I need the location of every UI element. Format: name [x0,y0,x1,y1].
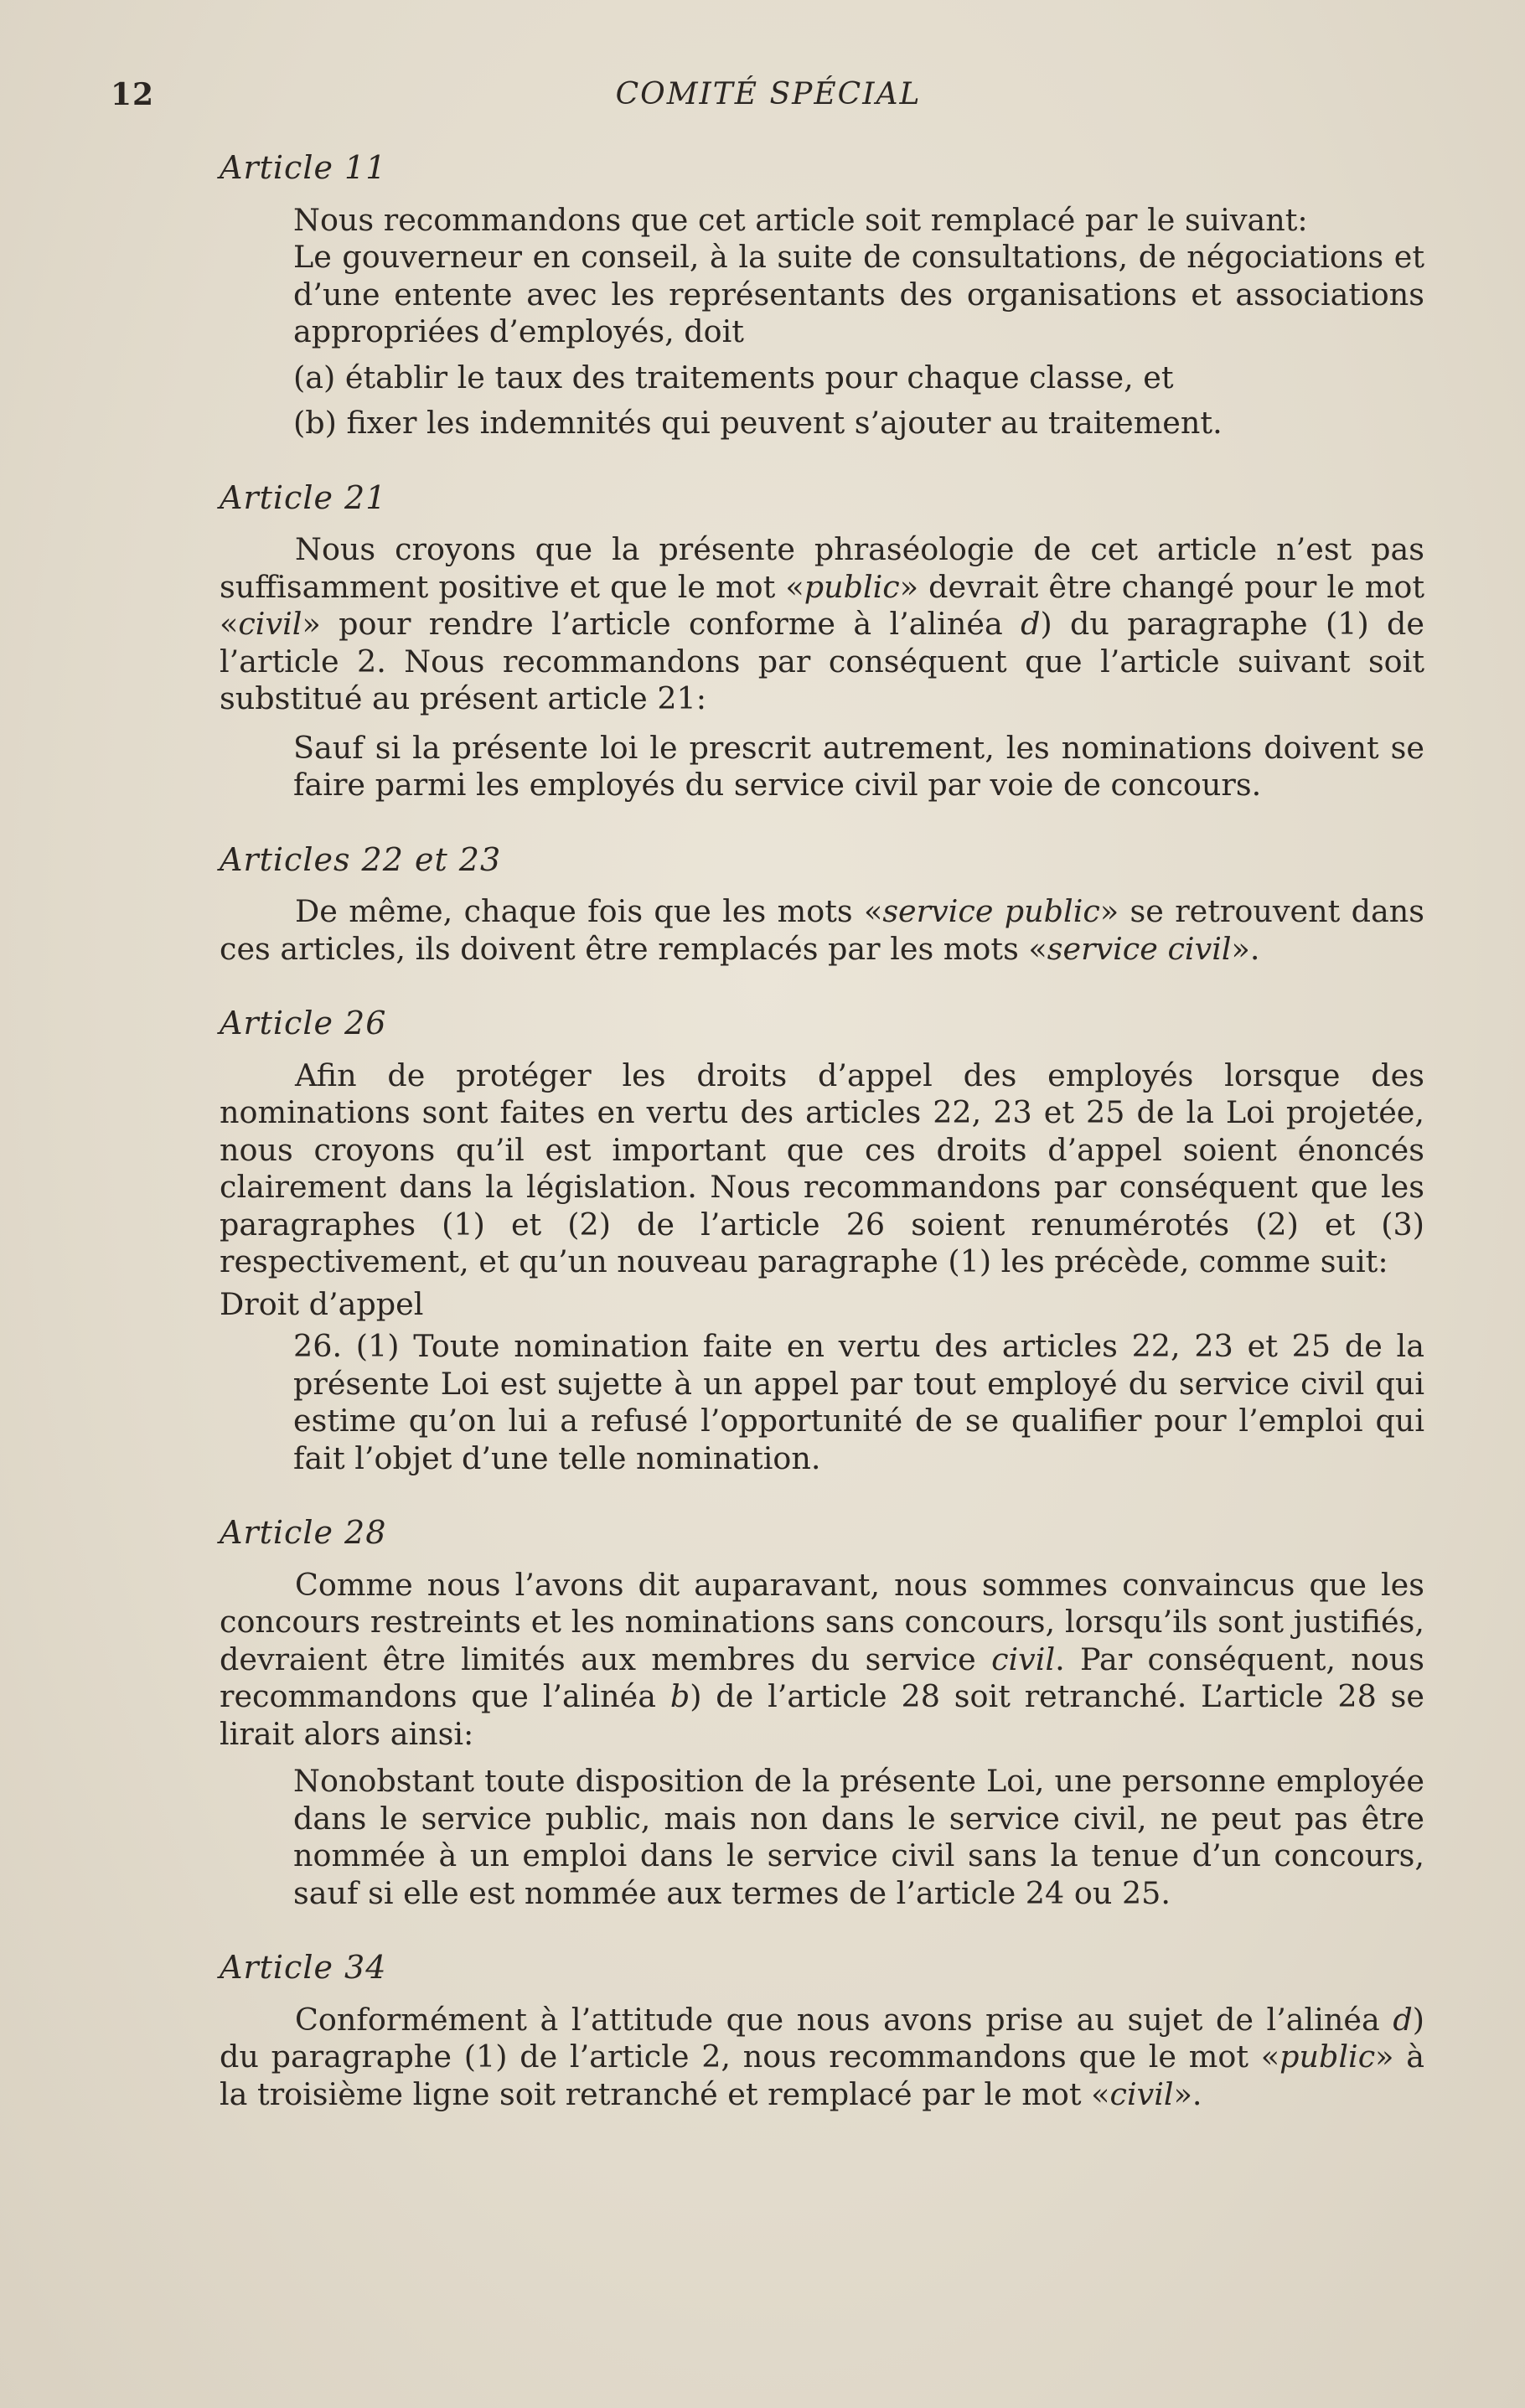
emphasis: civil [238,606,302,642]
text-run: ». [1231,930,1260,967]
running-title: COMITÉ SPÉCIAL [615,77,922,111]
text-run: Conformément à l’attitude que nous avons prise au sujet de l’alinéa [295,2001,1393,2038]
text-run: » se retrouvent dans ces articles, ils doivent être remplacés par les mots « [220,893,1424,967]
quoted-text: Le gouverneur en conseil, à la suite de consultations, de négociations et d’une entente avec les représentants des organisations et associations appropriées d’employés, doit [293,239,1424,349]
text-run: » à la troisième ligne soit retranché et remplacé par le mot « [220,2039,1424,2112]
text-run: ) du paragraphe (1) de l’article 2, nous recommandons que le mot « [220,2001,1424,2075]
section-article-11 [220,149,1424,442]
section-heading: Articles 22 et 23 [220,840,502,878]
emphasis: d [1393,2001,1413,2038]
subheading: Droit d’appel [220,1285,424,1322]
section-heading: Article 26 [220,1005,387,1041]
emphasis: civil [1109,2075,1174,2112]
quoted-text: Sauf si la présente loi le prescrit autrement, les nominations doivent se faire parmi les employés du service civil par voie de concours. [293,729,1424,803]
list-item: (b) fixer les indemnités qui peuvent s’ajouter au traitement. [293,405,1223,441]
section-heading: Article 21 [220,478,387,516]
section-articles-22-23 [220,841,1424,969]
text-run: ) du paragraphe (1) de l’article 2. Nous recommandons par conséquent que l’article suivant soit substitué au présent article 21: [220,606,1424,716]
text-run: ». [1173,2075,1202,2112]
paragraph [220,531,1424,718]
section-article-21 [220,479,1424,804]
paragraph [220,1567,1424,1754]
emphasis: public [804,568,900,605]
text-run: » pour rendre l’article conforme à l’alinéa [302,606,1021,642]
paragraph [220,2002,1424,2114]
emphasis: b [669,1678,690,1714]
text-run: Nous croyons que la présente phraséologie de cet article n’est pas suffisamment positive et que le mot « [220,531,1424,605]
emphasis: d [1021,606,1041,642]
list-item: (a) établir le taux des traitements pour chaque classe, et [293,359,1174,395]
main-content [220,149,1424,2150]
emphasis: civil [991,1641,1056,1677]
emphasis: service public [882,893,1100,929]
quoted-text: 26. (1) Toute nomination faite en vertu des articles 22, 23 et 25 de la présente Loi est sujette à un appel par tout employé du service civil qui estime qu’on lui a refusé l’opportunité de se qualifier pour l’emploi qui fait l’objet d’une telle nomination. [293,1328,1424,1476]
text-run: . Par conséquent, nous recommandons que l’alinéa [220,1641,1424,1714]
text-run: » devrait être changé pour le mot « [220,568,1425,642]
page-number: 12 [111,77,155,112]
text-run: ) de l’article 28 soit retranché. L’article 28 se lirait alors ainsi: [220,1678,1424,1752]
text-run: Comme nous l’avons dit auparavant, nous sommes convaincus que les concours restreints et les nominations sans concours, lorsqu’ils sont justifiés, devraient être limités aux membres du service [220,1566,1424,1677]
section-article-34 [220,1949,1424,2113]
paragraph [220,893,1424,968]
section-heading: Article 34 [220,1949,387,1986]
text-run: De même, chaque fois que les mots « [295,893,883,929]
section-heading: Article 28 [220,1514,387,1551]
section-article-28 [220,1514,1424,1912]
section-heading: Article 11 [220,149,387,186]
section-article-26 [220,1005,1424,1477]
emphasis: service civil [1047,930,1232,967]
quoted-text: Nonobstant toute disposition de la présente Loi, une personne employée dans le service public, mais non dans le service civil, ne peut pas être nommée à un emploi dans le service civil sans la tenue d’un concours, sauf si elle est nommée aux termes de l’article 24 ou 25. [293,1763,1424,1911]
paragraph: Afin de protéger les droits d’appel des employés lorsque des nominations sont faites en vertu des articles 22, 23 et 25 de la Loi projetée, nous croyons qu’il est important que ces droits d’appel soient énoncés clairement dans la législation. Nous recommandons par conséquent que les paragraphes (1) et (2) de l’article 26 soient renumérotés (2) et (3) respectivement, et qu’un nouveau paragraphe (1) les précède, comme suit: [220,1057,1424,1279]
paragraph: Nous recommandons que cet article soit remplacé par le suivant: [293,201,1308,238]
page-header [111,77,1426,119]
emphasis: public [1279,2039,1376,2075]
